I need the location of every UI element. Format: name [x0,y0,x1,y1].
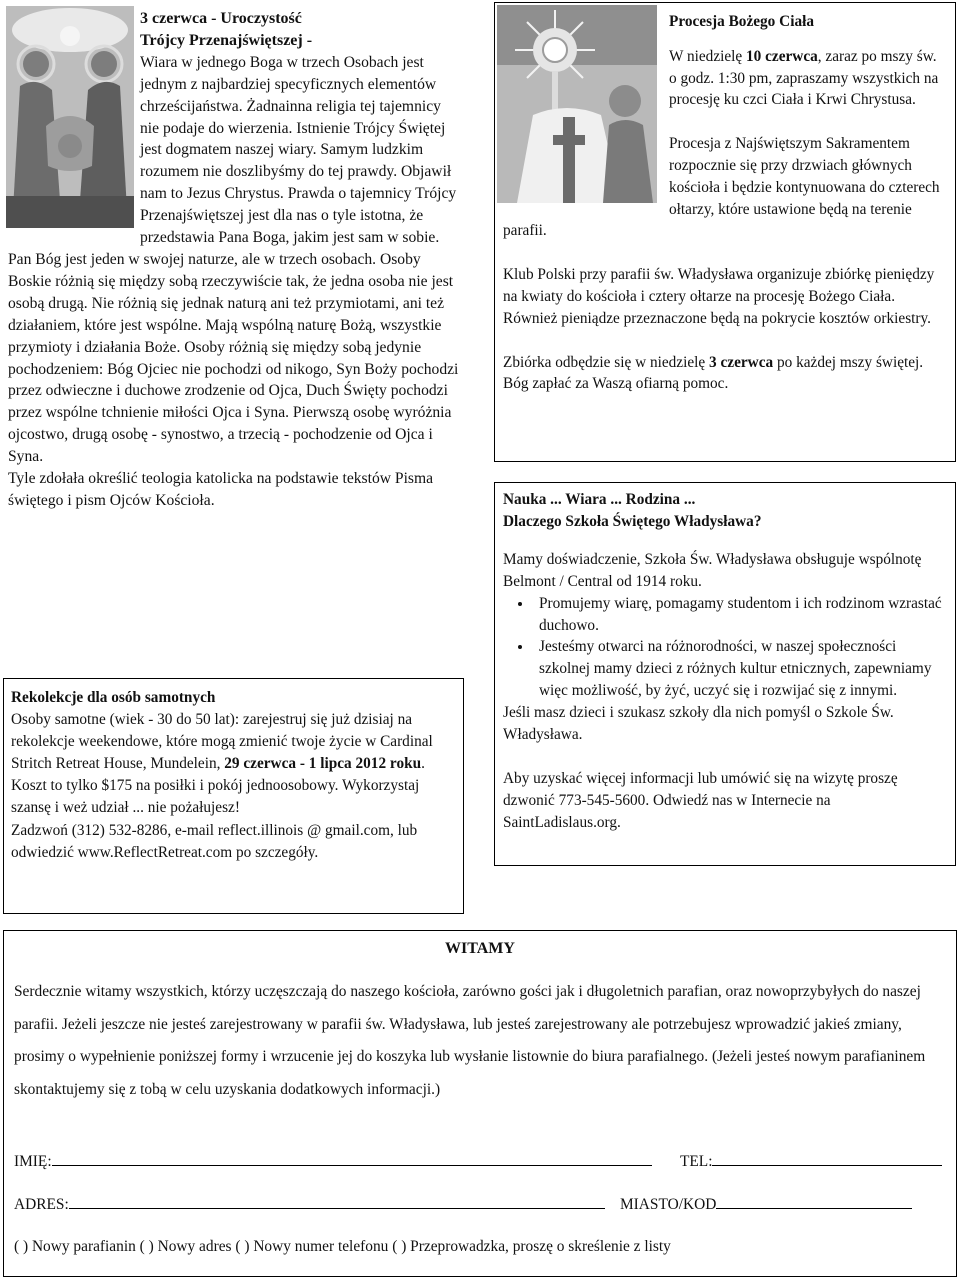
name-phone-row [14,1151,946,1171]
tel-label: TEL: [680,1153,713,1170]
monstrance-illustration [497,5,657,203]
school-title-1: Nauka ... Wiara ... Rodzina ... [503,491,696,508]
trinity-heading-line2: Trójcy Przenajświętszej - [140,31,313,49]
procession-paragraph-4 [503,352,947,374]
city-field[interactable] [716,1194,912,1209]
rekolekcje-contact: Zadzwoń (312) 532-8286, e-mail reflect.illinois @ gmail.com, lub odwiedzić www.ReflectRetreat.com po szczegóły. [11,821,418,861]
procession-paragraph-3: Klub Polski przy parafii św. Władysława organizuje zbiórkę pieniędzy na kwiaty do kościoła i cztery ołtarze na procesję Bożego Ciała. Również pieniądze przeznaczone będą na pokrycie kosztów orkiestry. [503,266,935,327]
school-title-2: Dlaczego Szkoła Świętego Władysława? [503,512,762,530]
address-label: ADRES: [14,1196,69,1213]
rekolekcje-text-b: . Koszt to tylko $175 na posiłki i pokój jednoosobowy. Wykorzystaj szansę i weż udział ... nie pożałujesz! [11,755,425,817]
school-bullet-1: • Promujemy wiarę, pomagamy studentom i ich rodzinom wzrastać duchowo. [533,593,947,637]
city-label-wrap [620,1194,912,1214]
tel-label-wrap [680,1151,942,1171]
rekolekcje-text [11,709,457,819]
witamy-intro: Serdecznie witamy wszystkich, którzy uczęszczają do naszego kościoła, zarówno gości jak i długoletnich parafian, oraz nowoprzybyłych do naszej parafii. Jeżeli jeszcze nie jesteś zarejestrowany w parafii św. Władysława, lub jesteś zarejestrowany ale potrzebujesz wprowadzić jakieś zmiany, prosimy o wypełnienie poniższej formy i wrzucenie jej do koszyka lub wysłanie listownie do biura parafialnego. (Jeżeli jesteś nowym parafianinem skontaktujemy się z tobą w celu uzyskania dodatkowych informacji.) [14,983,926,1098]
procession-p1-date: 10 czerwca [746,47,818,65]
city-label: MIASTO/KOD [620,1196,717,1213]
procession-box [494,2,956,462]
witamy-form [3,930,957,1277]
procession-image [497,5,657,203]
trinity-heading-line1: 3 czerwca - Uroczystość [140,10,302,27]
school-paragraph-3: Aby uzyskać więcej informacji lub umówić się na wizytę proszę dzwonić 773-545-5600. Odwiedź nas w Internecie na SaintLadislaus.org. [503,769,898,831]
address-city-row [14,1194,946,1214]
trinity-paragraph-3: Tyle zdołała określić teologia katolicka na podstawie tekstów Pisma świętego i pism Ojców Kościoła. [8,470,434,509]
address-field[interactable] [69,1194,605,1209]
procession-p4-date: 3 czerwca [709,353,774,371]
procession-p1-a: W niedzielę [669,47,747,65]
school-paragraph-2: Jeśli masz dzieci i szukasz szkoły dla nich pomyśl o Szkole Św. Władysława. [503,704,894,744]
tel-field[interactable] [712,1151,942,1166]
school-bullet-2: • Jesteśmy otwarci na różnorodności, w naszej społeczności szkolnej mamy dzieci z różnych kultur etnicznych, zapewniamy więc możliwość, by żyć, uczyć się i rozwijać się z innymi. [533,636,947,702]
school-intro: Mamy doświadczenie, Szkoła Św. Władysława obsługuje wspólnotę Belmont / Central od 1914 roku. [503,550,922,590]
rekolekcje-text-a: Osoby samotne (wiek - 30 do 50 lat): zarejestruj się już dzisiaj na rekolekcje weekendowe, które mogą zmienić twoje życie w Cardinal Stritch Retreat House, Mundelein, [11,711,433,773]
name-label: IMIĘ: [14,1153,52,1170]
trinity-article [8,8,460,512]
procession-p1-b: , zaraz po mszy św. o godz. 1:30 pm, zapraszamy wszystkich na procesję ku czci Ciała i Krwi Chrystusa. [669,47,939,109]
name-field[interactable] [52,1151,652,1166]
procession-p4-a: Zbiórka odbędzie się w niedzielę [503,353,710,371]
trinity-paragraph-1: Wiara w jednego Boga w trzech Osobach jest jednym z najbardziej specyficznych elementów chrześcijaństwa. Żadnainna religia tej tajemnicy nie podaje do wierzenia. Istnienie Trójcy Świętej jest dogmatem naszej wiary. Samym ludzkim rozumem nie doszlibyśmy do tej prawdy. Objawił nam to Jezus Chrystus. Prawda o tajemnicy Trójcy Przenajświętszej jest dla nas o tyle istotna, że przedstawia Pana Boga, jakim jest sam w sobie. [140,53,457,247]
procession-paragraph-5: Bóg zapłać za Waszą ofiarną pomoc. [503,375,729,393]
school-box [494,482,956,866]
change-options[interactable]: ( ) Nowy parafianin ( ) Nowy adres ( ) Nowy numer telefonu ( ) Przeprowadzka, proszę o skreślenie z listy [14,1238,671,1255]
witamy-title: WITAMY [445,940,515,957]
rekolekcje-box [3,678,464,914]
trinity-paragraph-2: Pan Bóg jest jeden w swojej naturze, ale w trzech osobach. Osoby Boskie różnią się między sobą rzeczywiście tak, że jedna osoba nie jest osobą drugą. Nie różnią się jednak naturą ani też przymiotami, ani też działaniem, które jest wspólne. Mają wspólną naturę Bożą, wszystkie przymioty i działania Boże. Osoby różnią się między sobą jedynie pochodzeniem: Bóg Ojciec nie pochodzi od nikogo, Syn Boży pochodzi przez odwieczne i duchowe zrodzenie od Ojca, Duch Święty pochodzi przez wspólne tchnienie miłości Ojca i Syna. Pierwszą osobę wyróżnia ojcostwo, drugą osobę - synostwo, a trzecią - pochodzenie od Ojca i Syna. [8,250,459,466]
rekolekcje-dates: 29 czerwca - 1 lipca 2012 roku [224,755,422,773]
rekolekcje-title: Rekolekcje dla osób samotnych [11,689,216,706]
procession-title: Procesja Bożego Ciała [669,13,814,30]
school-bullet-list [503,593,947,703]
procession-paragraph-2: Procesja z Najświętszym Sakramentem rozpocznie się przy drzwiach głównych kościoła i będzie kontynuowana do czterech ołtarzy, które ustawione będą na terenie parafii. [503,135,940,240]
procession-p4-b: po każdej mszy świętej. [773,353,924,371]
